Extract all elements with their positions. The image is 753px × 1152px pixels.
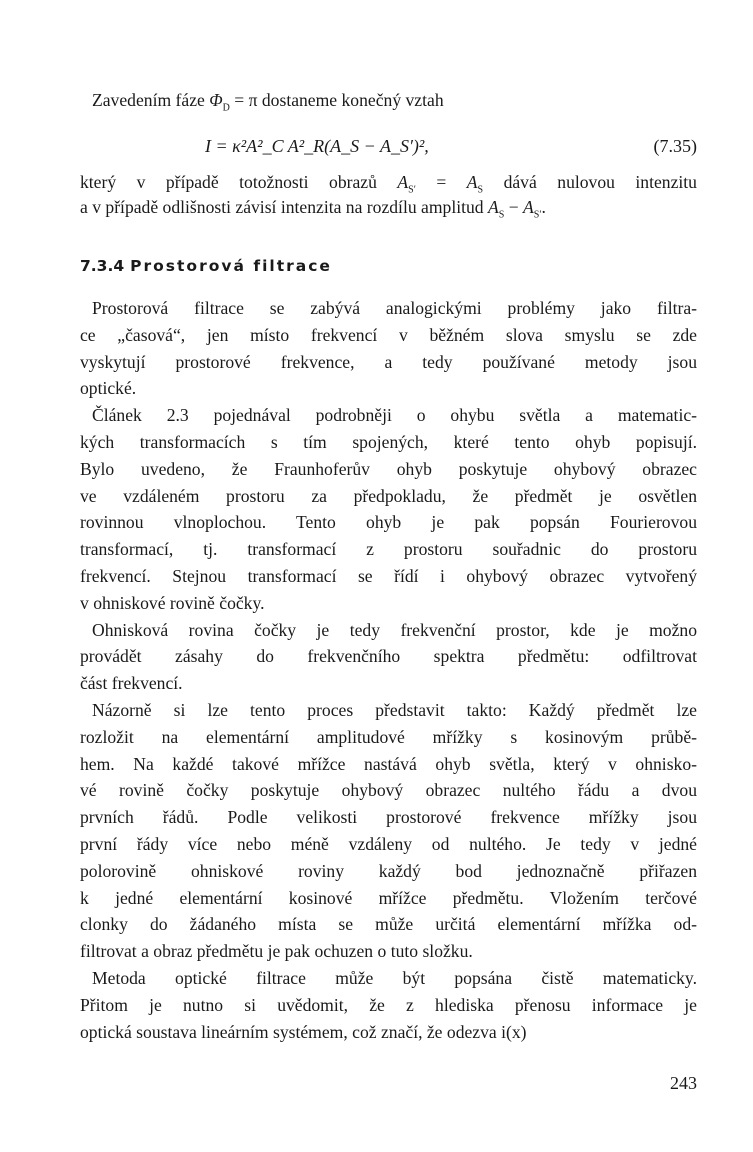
text-line: k jedné elementární kosinové mřížce předmětu. Vložením terčové xyxy=(80,887,697,908)
text-line: vé rovině čočky poskytuje ohybový obrazec nultého řádu a dvou xyxy=(80,780,697,801)
text-line: kých transformacích s tím spojených, které tento ohyb popisují. xyxy=(80,432,697,452)
section-title: Prostorová filtrace xyxy=(130,257,332,275)
intro-text: = π dostaneme konečný vztah xyxy=(229,90,444,110)
equation-formula: I = κ²A²_C A²_R(A_S − A_S′)², xyxy=(205,136,429,156)
text-line: rozložit na elementární amplitudové mřížky s kosinovým průbě- xyxy=(80,726,697,747)
section-heading xyxy=(80,257,332,275)
text-line: ve vzdáleném prostoru za předpokladu, že předmět je osvětlen xyxy=(80,485,697,506)
text-line: a v případě odlišnosti závisí intenzita na rozdílu amplitud $A_S - A_{S'}$. xyxy=(80,197,546,221)
text-line: prvních řádů. Podle velikosti prostorové frekvence mřížky jsou xyxy=(80,807,697,828)
text-line: část frekvencí. xyxy=(80,673,183,694)
text-line: Přitom je nutno si uvědomit, že z hlediska přenosu informace je xyxy=(80,994,697,1015)
text-line: hem. Na každé takové mřížce nastává ohyb světla, který v ohnisko- xyxy=(80,753,697,774)
text-line: transformací, tj. transformací z prostoru souřadnic do prostoru xyxy=(80,539,697,560)
text-line: frekvencí. Stejnou transformací se řídí i ohybový obrazec vytvořený xyxy=(80,566,697,586)
text-line: provádět zásahy do frekvenčního spektra předmětu: odfiltrovat xyxy=(80,646,697,667)
text-line: Článek 2.3 pojednával podrobněji o ohybu světla a matematic- xyxy=(92,405,697,426)
text-line: Metoda optické filtrace může být popsána čistě matematicky. xyxy=(92,968,697,988)
intro-text: Zavedením fáze xyxy=(92,90,210,110)
text-line: clonky do žádaného místa se může určitá elementární mřížka od- xyxy=(80,914,697,935)
text-line: vyskytují prostorové frekvence, a tedy používané metody jsou xyxy=(80,351,697,372)
text-line: optické. xyxy=(80,378,137,399)
text-line: filtrovat a obraz předmětu je pak ochuzen o tuto složku. xyxy=(80,941,473,962)
text-line: polorovině ohniskové roviny každý bod jednoznačně přiřazen xyxy=(80,860,697,881)
text-line: Ohnisková rovina čočky je tedy frekvenční prostor, kde je možno xyxy=(92,619,697,640)
phi-subscript: D xyxy=(222,102,230,114)
text-line: v ohniskové rovině čočky. xyxy=(80,592,265,613)
page-number: 243 xyxy=(670,1073,697,1093)
text-line: rovinnou vlnoplochou. Tento ohyb je pak popsán Fourierovou xyxy=(80,512,697,533)
text-line: ce „časová“, jen místo frekvencí v běžném slova smyslu se zde xyxy=(80,324,697,345)
phi-symbol: Φ xyxy=(209,90,223,110)
intro-line xyxy=(92,90,709,119)
text-line: Bylo uvedeno, že Fraunhoferův ohyb poskytuje ohybový obrazec xyxy=(80,458,697,479)
text-line: optická soustava lineárním systémem, což značí, že odezva i(x) xyxy=(80,1021,527,1042)
text-line: který v případě totožnosti obrazů $A_{S'} = A_S$ dává nulovou intenzitu xyxy=(80,172,697,196)
equation-number: (7.35) xyxy=(653,136,697,156)
text-line: Prostorová filtrace se zabývá analogickými problémy jako filtra- xyxy=(92,298,697,318)
text-line: Názorně si lze tento proces představit takto: Každý předmět lze xyxy=(92,700,697,720)
text-line: první řády více nebo méně vzdáleny od nultého. Je tedy v jedné xyxy=(80,834,697,854)
section-number: 7.3.4 xyxy=(80,257,125,275)
